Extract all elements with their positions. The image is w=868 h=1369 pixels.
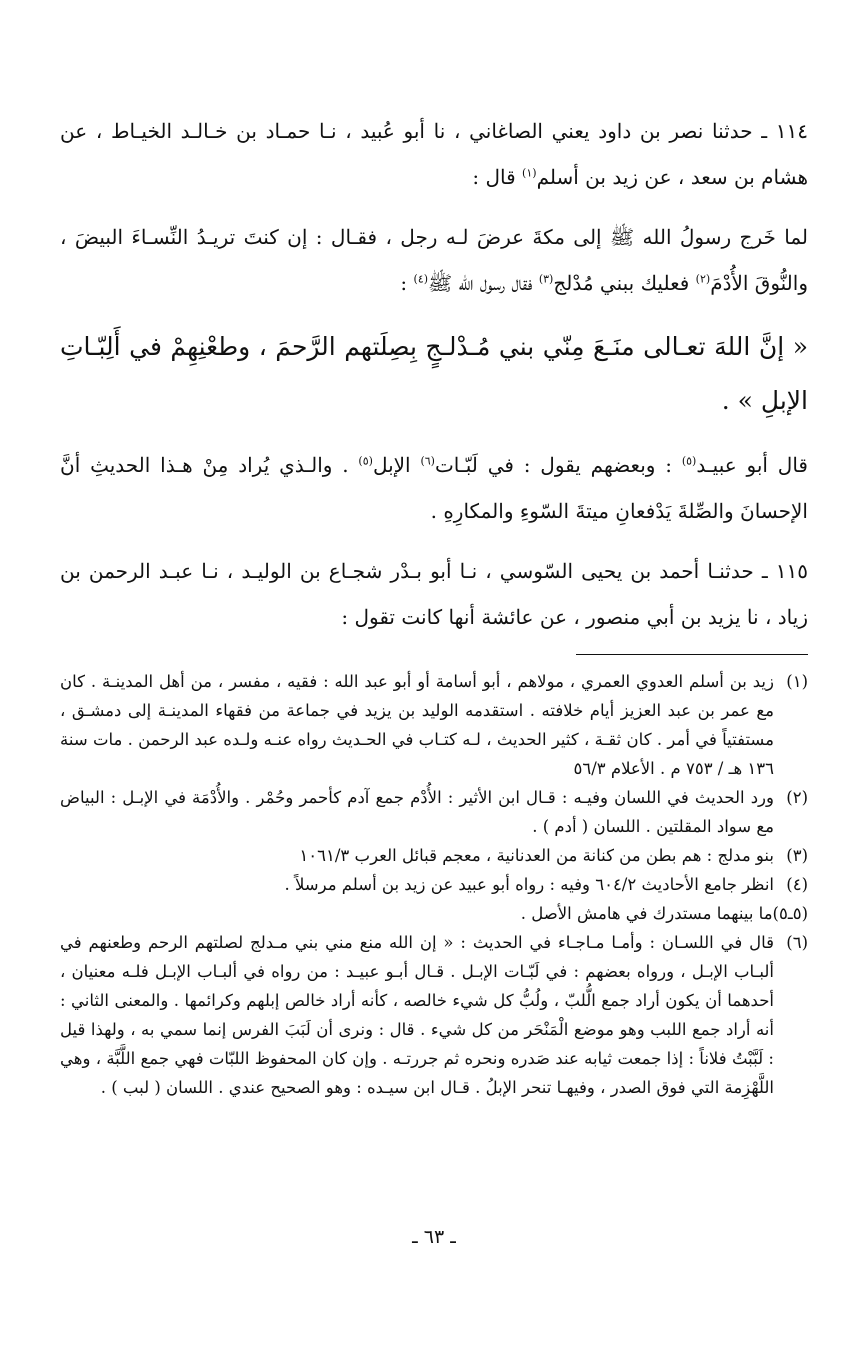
- footnote-number: (٢): [786, 788, 808, 807]
- footnote-1: [60, 667, 808, 783]
- hadith-114-chain: [60, 108, 808, 200]
- narration-part-3: فقال رسول الله ﷺ: [428, 271, 539, 295]
- footnote-number: (٦): [786, 933, 808, 952]
- footnote-number: (٣): [786, 846, 808, 865]
- footnote-separator: [576, 654, 808, 655]
- footnote-ref-4[interactable]: (٤): [413, 272, 429, 286]
- footnote-ref-2[interactable]: (٢): [695, 272, 711, 286]
- narration-part-2: فعليك ببني مُدْلج: [553, 271, 696, 295]
- commentary-part-4: . والـذي يُراد مِنْ هـذا الحديثِ أنَّ الإحسانَ والصِّلةَ يَدْفعانِ ميتةَ السّوءِ والمكارِهِ .: [60, 453, 808, 523]
- hadith-114-intro: ١١٤ ـ حدثنا نصر بن داود يعني الصاغاني ، نا أبو عُبيد ، نـا حمـاد بن خـالـد الخيـاط ، عن هشام بن سعد ، عن زيد بن أسلم: [60, 119, 808, 189]
- abu-ubayd-commentary: [60, 442, 808, 534]
- footnote-text: قال في اللسـان : وأمـا مـاجـاء في الحديث : « إن الله منع مني بني مـدلج لصلتهم الرحم وطعنهم في ألبـاب الإبـل ، ورواه بعضهم : في لَبّـات الإبـل . قـال أبـو عبيـد : من رواه في ألبـاب الإبـل فلـه معنيان ، أحدهما أن يكون أراد جمع الُّلبّ ، ولُبُّ كل شيء خالصه ، كأنه أراد خالص إبلهم وكرائمها . والمعنى الثاني : أنه أراد جمع اللبب وهو موضع الْمَنْحَر من كل شيء . قال : ونرى أن لَبَبَ الفرس إنما سمي به ، ولهذا قيل : لَبَّبْتُ فلاناً : إذا جمعت ثيابه عند صَدره ونحره ثم جررتـه . وإن كان المحفوظ اللبّات فهي جمع اللَّبَّة ، وهي اللَّهْزِمة التي فوق الصدر ، وفيهـا تنحر الإبلُ . قـال ابن سيـده : وهو الصحيح عندي . اللسان ( لبب ) .: [60, 933, 774, 1097]
- footnotes-section: [60, 667, 808, 1102]
- footnote-4: [60, 870, 808, 899]
- footnote-text: زيد بن أسلم العدوي العمري ، مولاهم ، أبو أسامة أو أبو عبد الله : فقيه ، مفسر ، من أهل المدينـة . كان مع عمر بن عبد العزيز أيام خلافته . استقدمه الوليد بن يزيد في جماعة من فقهاء المدينـة إلى دمشـق ، مستفتياً في أمر . كان ثقـة ، كثير الحديث ، لـه كتـاب في الحـديث رواه عنـه ولـده عبد الرحمن . مات سنة ١٣٦ هـ / ٧٥٣ م . الأعلام ٥٦/٣: [60, 672, 774, 778]
- footnote-number: (٥ـ٥): [772, 904, 808, 923]
- footnote-2: [60, 783, 808, 841]
- page-body: [60, 108, 808, 1102]
- commentary-part-1: قال أبو عبيـد: [696, 453, 808, 477]
- footnote-text: ما بينهما مستدرك في هامش الأصل .: [520, 904, 773, 923]
- footnote-number: (١): [786, 672, 808, 691]
- footnote-3: [60, 841, 808, 870]
- footnote-ref-5-start[interactable]: (٥): [681, 454, 697, 468]
- footnote-text: انظر جامع الأحاديث ٦٠٤/٢ وفيه : رواه أبو عبيد عن زيد بن أسلم مرسلاً .: [284, 875, 774, 894]
- footnote-5: [60, 899, 808, 928]
- narration-part-4: :: [400, 271, 414, 295]
- hadith-115-chain: ١١٥ ـ حدثنـا أحمد بن يحيى السّوسي ، نـا أبو بـدْر شجـاع بن الوليـد ، نـا عبـد الرحمن بن زياد ، نا يزيد بن أبي منصور ، عن عائشة أنها كانت تقول :: [60, 559, 808, 629]
- hadith-114-narration: [60, 214, 808, 306]
- commentary-part-2: : وبعضهم يقول : في لَبّـات: [434, 453, 682, 477]
- narration-part-1: لما خَرج رسولُ الله ﷺ إلى مكةَ عرضَ لـه رجل ، فقـال : إن كنتَ تريـدُ النِّسـاءَ البيضَ ، والنُّوقَ الأُدْمَ: [60, 225, 808, 295]
- footnote-ref-3[interactable]: (٣): [538, 272, 554, 286]
- footnote-ref-6[interactable]: (٦): [420, 454, 435, 468]
- footnote-ref-1[interactable]: (١): [522, 166, 537, 180]
- commentary-part-3: الإبل: [372, 453, 421, 477]
- footnote-6: [60, 928, 808, 1102]
- footnote-ref-5-end[interactable]: (٥): [358, 454, 373, 468]
- page-number: ـ ٦٣ ـ: [412, 1226, 456, 1248]
- footnote-text: بنو مدلج : هم بطن من كنانة من العدنانية ، معجم قبائل العرب ١٠٦١/٣: [299, 846, 774, 865]
- hadith-114-intro-end: قال :: [472, 165, 523, 189]
- footnote-text: ورد الحديث في اللسان وفيـه : قـال ابن الأثير : الأُدْم جمع آدم كأحمر وحُمْر . والأُدْمَة في الإبـل : البياض مع سواد المقلتين . اللسان ( أدم ) .: [60, 788, 774, 836]
- footnote-number: (٤): [786, 875, 808, 894]
- hadith-114-quote: « إنَّ اللهَ تعـالى منَـعَ مِنّي بني مُـدْلـجٍ بِصِلَتهم الرَّحمَ ، وطعْنِهِمْ في أَلِبّـاتِ الإبلِ » .: [60, 332, 808, 415]
